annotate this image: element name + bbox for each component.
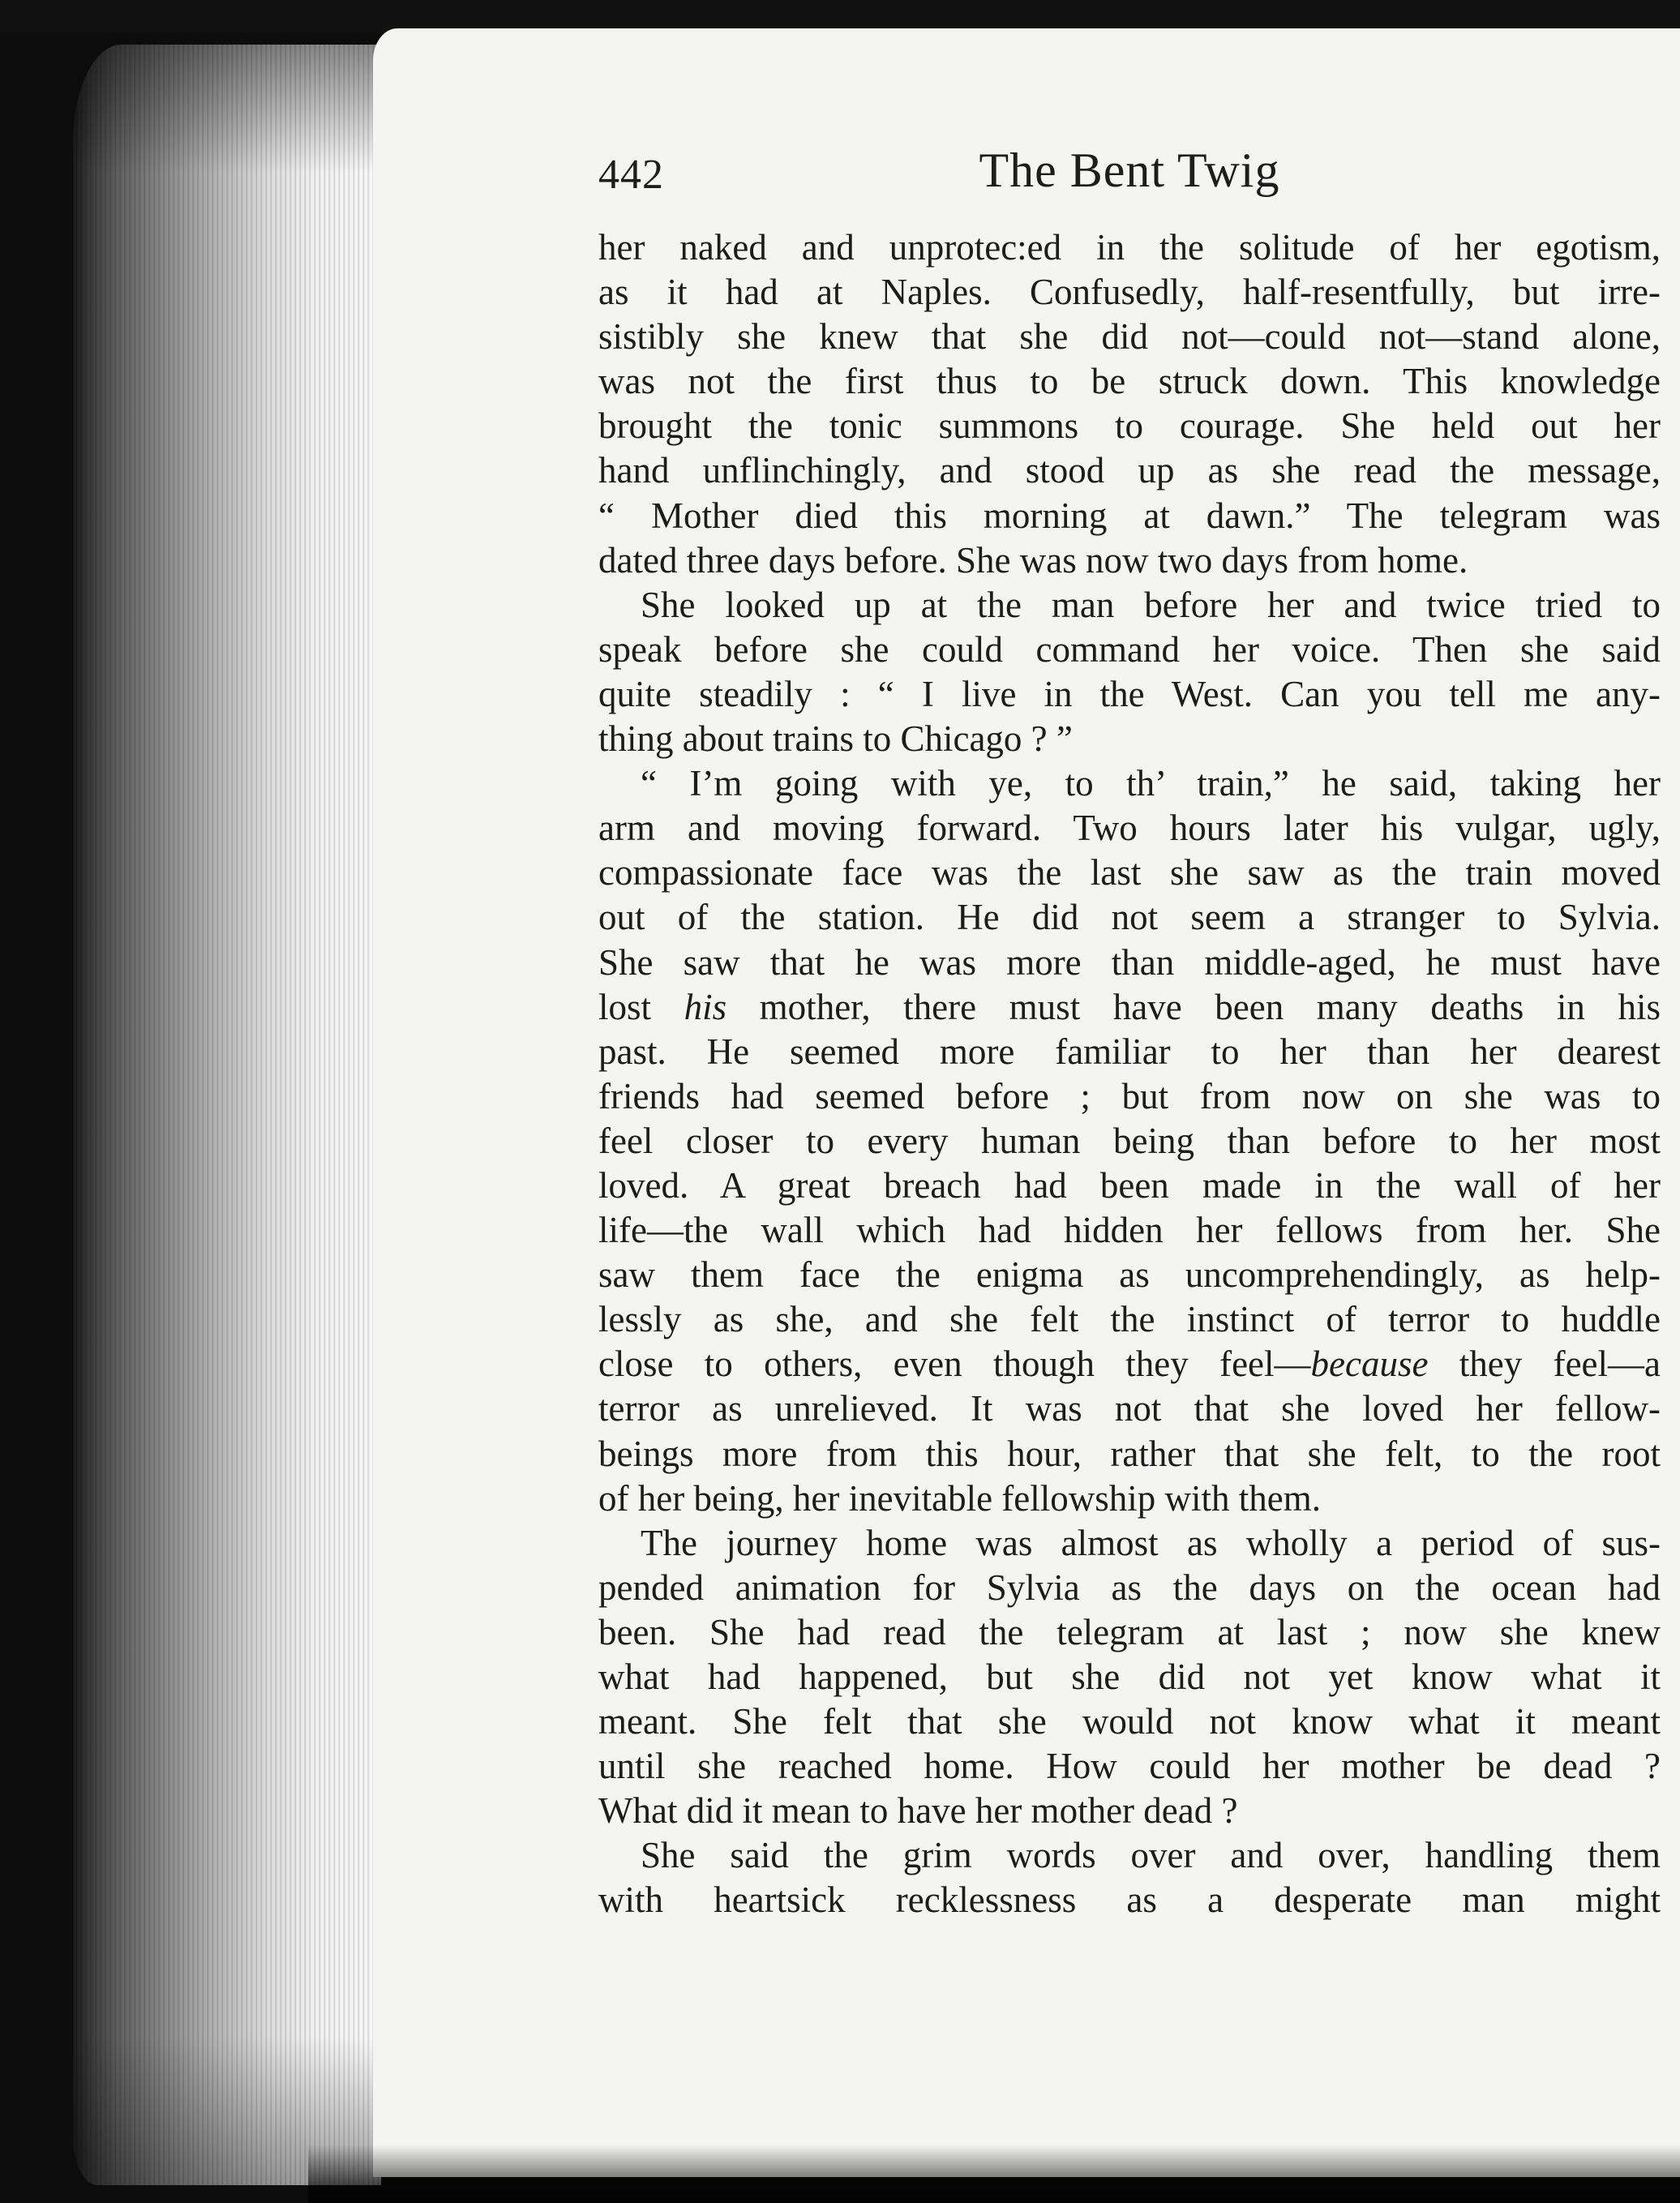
text-line: [598, 851, 1661, 895]
text-line: [598, 941, 1661, 985]
text-line: [598, 1432, 1661, 1477]
text-line-segment: loved. A great breach had been made in the wall of her: [598, 1164, 1661, 1206]
text-line-segment: arm and moving forward. Two hours later his vulgar, ugly,: [598, 808, 1661, 849]
text-line-segment: She said the grim words over and over, handling them: [641, 1835, 1661, 1876]
text-line-segment: compassionate face was the last she saw as the train moved: [598, 852, 1661, 894]
text-line-segment: lessly as she, and she felt the instinct of terror to huddle: [598, 1299, 1661, 1340]
page-edges-shadow: [73, 45, 381, 2185]
text-line: [598, 315, 1661, 359]
text-line: [598, 359, 1661, 404]
text-line: [598, 494, 1661, 538]
text-line: [598, 1297, 1661, 1342]
text-line-segment: close to others, even though they feel—: [598, 1344, 1311, 1385]
text-line-segment: friends had seemed before ; but from now on she was to: [598, 1075, 1661, 1117]
text-line-segment: her naked and unprotec:ed in the solitude of her egotism,: [598, 227, 1661, 268]
text-line: [598, 628, 1661, 672]
scan-border: [0, 0, 1680, 32]
text-line: [598, 404, 1661, 448]
running-title: The Bent Twig: [979, 144, 1280, 197]
text-line-segment: of her being, her inevitable fellowship with them.: [598, 1477, 1322, 1519]
text-line-segment: saw them face the enigma as uncomprehendingly, as help-: [598, 1254, 1661, 1296]
page-number: 442: [598, 152, 664, 198]
text-line: [598, 1030, 1661, 1074]
text-line: [598, 583, 1661, 628]
text-line: [598, 270, 1661, 315]
text-line: [598, 1387, 1661, 1431]
text-line-segment: brought the tonic summons to courage. She held out her: [598, 405, 1661, 447]
text-line-segment: The journey home was almost as wholly a period of sus-: [641, 1522, 1661, 1563]
text-line-segment: pended animation for Sylvia as the days on the ocean had: [598, 1567, 1661, 1608]
text-line: [598, 225, 1661, 270]
text-line-segment: dated three days before. She was now two days from home.: [598, 539, 1468, 581]
text-line-segment: hand unflinchingly, and stood up as she read the message,: [598, 450, 1661, 491]
page-header: [598, 143, 1661, 208]
text-line-segment: She looked up at the man before her and twice tried to: [641, 584, 1661, 625]
text-line-segment: sistibly she knew that she did not—could not—stand alone,: [598, 316, 1661, 358]
text-line: [598, 895, 1661, 940]
text-line-segment: mother, there must have been many deaths in his: [726, 986, 1661, 1027]
text-line: [598, 761, 1661, 806]
text-line-segment: they feel—a: [1428, 1344, 1661, 1385]
text-line-segment: beings more from this hour, rather that she felt, to the root: [598, 1433, 1661, 1474]
text-line: [598, 1477, 1661, 1521]
text-line-segment: out of the station. He did not seem a stranger to Sylvia.: [598, 897, 1661, 938]
text-line-segment: what had happened, but she did not yet know what it: [598, 1657, 1661, 1697]
text-line-segment: thing about trains to Chicago ? ”: [598, 718, 1073, 760]
text-line: [598, 1074, 1661, 1119]
text-line-segment: quite steadily : “ I live in the West. Can you tell me any-: [598, 673, 1661, 714]
text-line: [598, 448, 1661, 493]
text-line: [598, 1610, 1661, 1655]
text-line-segment: life—the wall which had hidden her fellows from her. She: [598, 1210, 1661, 1251]
text-line: [598, 806, 1661, 851]
page-bottom-shadow: [308, 2145, 1680, 2203]
text-line-segment: lost: [598, 986, 684, 1027]
text-line-segment: as it had at Naples. Confusedly, half-resentfully, but irre-: [598, 272, 1661, 313]
text-line: [598, 1878, 1661, 1922]
text-line: [598, 985, 1661, 1030]
text-line-segment: speak before she could command her voice. Then she said: [598, 628, 1661, 670]
text-line: [598, 1164, 1661, 1208]
text-line-segment: feel closer to every human being than before to her most: [598, 1120, 1661, 1161]
text-line: [598, 1566, 1661, 1610]
text-line-segment: terror as unrelieved. It was not that she loved her fellow-: [598, 1388, 1661, 1429]
text-line-segment: until she reached home. How could her mother be dead ?: [598, 1746, 1661, 1787]
body-text: [598, 225, 1661, 1923]
text-line: [598, 1789, 1661, 1833]
italic-word: his: [684, 986, 727, 1027]
text-line: [598, 538, 1661, 583]
text-line: [598, 1744, 1661, 1789]
text-line: [598, 1699, 1661, 1744]
text-line: [598, 1253, 1661, 1297]
text-line: [598, 1342, 1661, 1387]
text-line-segment: “ Mother died this morning at dawn.” The telegram was: [598, 495, 1661, 536]
text-line-segment: meant. She felt that she would not know what it meant: [598, 1701, 1661, 1742]
text-line-segment: been. She had read the telegram at last ; now she knew: [598, 1611, 1661, 1652]
text-line: [598, 1521, 1661, 1566]
text-line-segment: past. He seemed more familiar to her than her dearest: [598, 1031, 1661, 1072]
text-line: [598, 1119, 1661, 1164]
text-line-segment: What did it mean to have her mother dead ?: [598, 1790, 1238, 1832]
text-line: [598, 1833, 1661, 1878]
text-line: [598, 1208, 1661, 1253]
text-line: [598, 717, 1661, 761]
italic-word: because: [1310, 1344, 1429, 1385]
text-line-segment: “ I’m going with ye, to th’ train,” he said, taking her: [641, 763, 1661, 804]
text-line-segment: She saw that he was more than middle-aged, he must have: [598, 941, 1661, 983]
text-line: [598, 1655, 1661, 1699]
text-line-segment: with heartsick recklessness as a desperate man might: [598, 1879, 1661, 1921]
text-line-segment: was not the first thus to be struck down. This knowledge: [598, 361, 1661, 402]
text-line: [598, 672, 1661, 717]
